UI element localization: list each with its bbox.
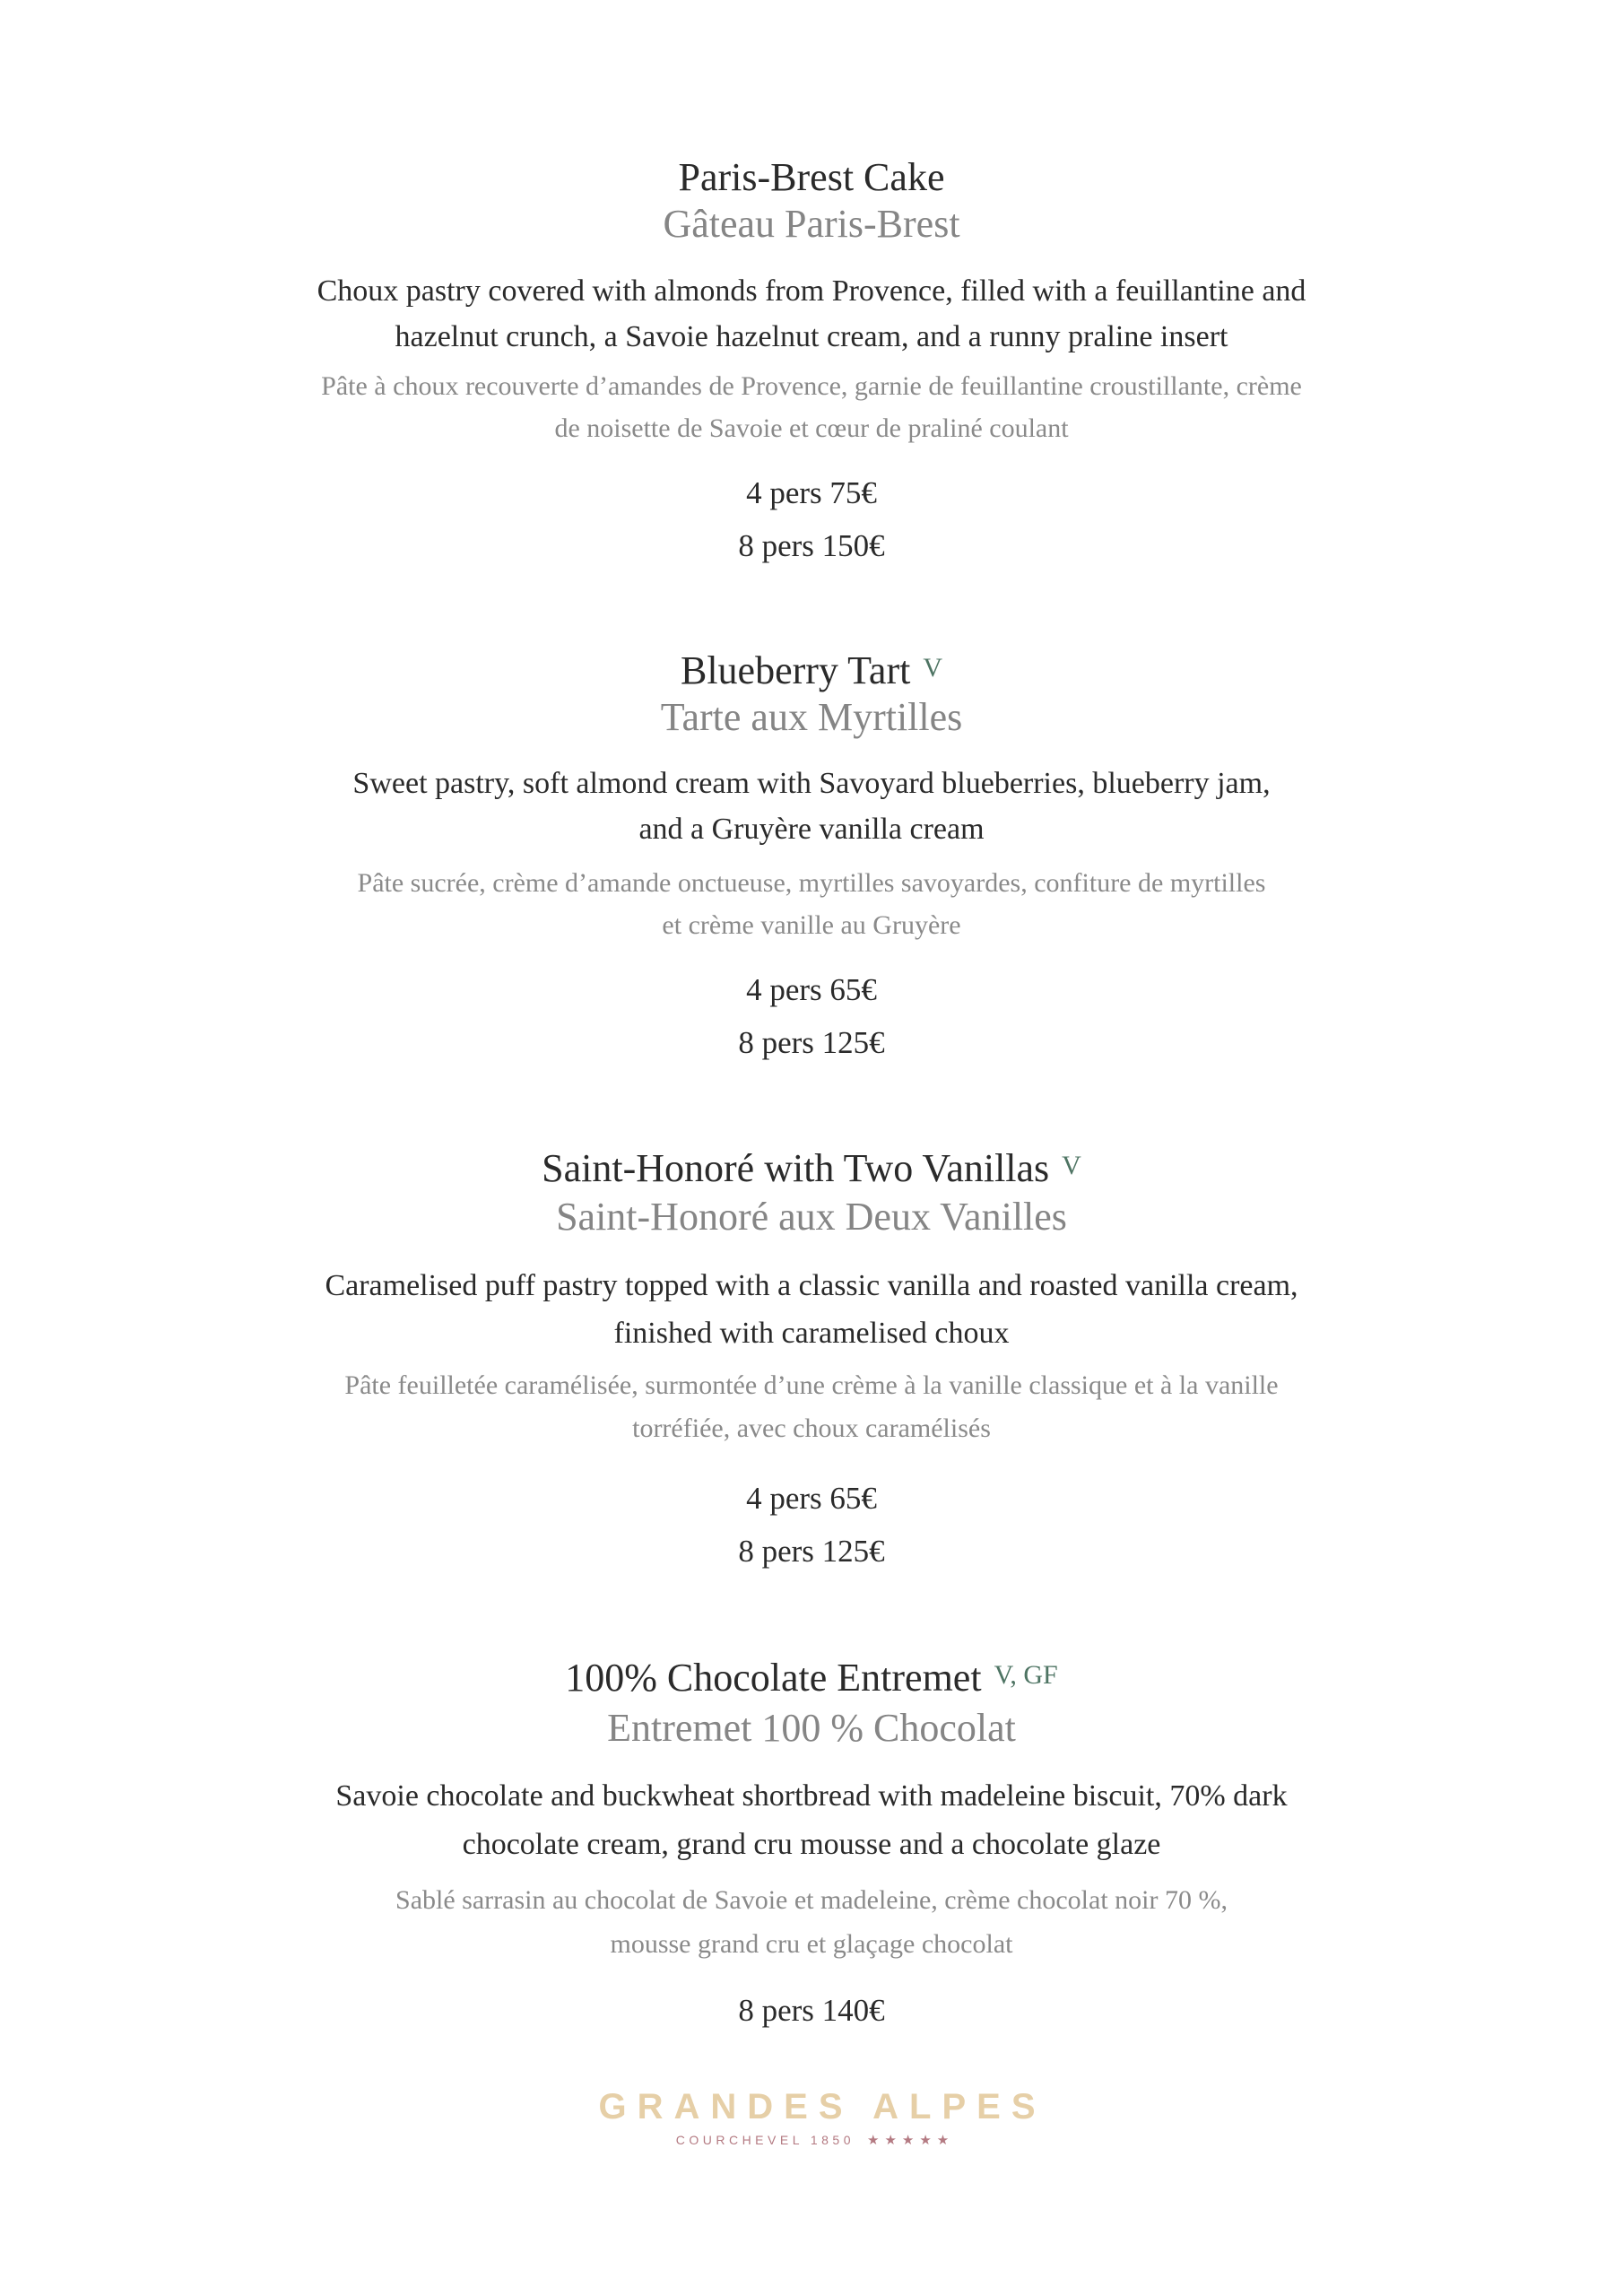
item-description-en: Savoie chocolate and buckwheat shortbread with madeleine biscuit, 70% dark [335, 1779, 1288, 1813]
item-title-en: Saint-Honoré with Two Vanillas V [542, 1146, 1081, 1190]
item-description-en: hazelnut crunch, a Savoie hazelnut cream, and a runny praline insert [395, 320, 1228, 353]
item-description-fr: torréfiée, avec choux caramélisés [632, 1413, 991, 1443]
item-title-en: Blueberry Tart V [680, 648, 943, 692]
item-description-en: finished with caramelised choux [613, 1317, 1010, 1350]
item-description-fr: Pâte sucrée, crème d’amande onctueuse, myrtilles savoyardes, confiture de myrtilles [357, 868, 1266, 898]
item-description-fr: Pâte feuilletée caramélisée, surmontée d’une crème à la vanille classique et à la vanille [344, 1370, 1279, 1400]
brand-location: COURCHEVEL 1850 ★★★★★ [675, 2133, 955, 2148]
vegetarian-tag: V [923, 653, 943, 683]
item-title-fr: Gâteau Paris-Brest [663, 202, 960, 246]
item-price: 8 pers 150€ [738, 528, 885, 563]
item-price: 8 pers 140€ [738, 1993, 885, 2028]
vegetarian-tag: V [1062, 1151, 1081, 1180]
five-star-rating-icon: ★★★★★ [867, 2133, 955, 2148]
vegetarian-gluten-free-tag: V, GF [994, 1660, 1058, 1690]
item-description-fr: Sablé sarrasin au chocolat de Savoie et madeleine, crème chocolat noir 70 %, [395, 1885, 1228, 1915]
item-description-fr: de noisette de Savoie et cœur de praliné coulant [554, 413, 1069, 443]
item-description-en: Sweet pastry, soft almond cream with Savoyard blueberries, blueberry jam, [352, 767, 1271, 800]
item-description-en: and a Gruyère vanilla cream [638, 813, 985, 846]
item-title-fr: Tarte aux Myrtilles [660, 695, 963, 739]
brand-wordmark: GRANDES ALPES [598, 2087, 1046, 2126]
item-description-en: Choux pastry covered with almonds from Provence, filled with a feuillantine and [317, 274, 1306, 308]
item-price: 4 pers 75€ [746, 475, 877, 510]
item-price: 4 pers 65€ [746, 972, 877, 1007]
item-description-fr: Pâte à choux recouverte d’amandes de Provence, garnie de feuillantine croustillante, crème [321, 371, 1302, 401]
item-title-en: Paris-Brest Cake [678, 155, 945, 199]
item-description-en: chocolate cream, grand cru mousse and a chocolate glaze [462, 1828, 1161, 1861]
item-price: 8 pers 125€ [738, 1025, 885, 1060]
item-title-en: 100% Chocolate Entremet V, GF [565, 1656, 1058, 1700]
item-title-fr: Entremet 100 % Chocolat [607, 1706, 1016, 1750]
item-description-fr: mousse grand cru et glaçage chocolat [610, 1929, 1013, 1959]
item-description-fr: et crème vanille au Gruyère [662, 910, 961, 940]
item-title-fr: Saint-Honoré aux Deux Vanilles [556, 1195, 1067, 1239]
item-price: 4 pers 65€ [746, 1481, 877, 1516]
item-price: 8 pers 125€ [738, 1534, 885, 1569]
item-description-en: Caramelised puff pastry topped with a classic vanilla and roasted vanilla cream, [325, 1269, 1298, 1302]
